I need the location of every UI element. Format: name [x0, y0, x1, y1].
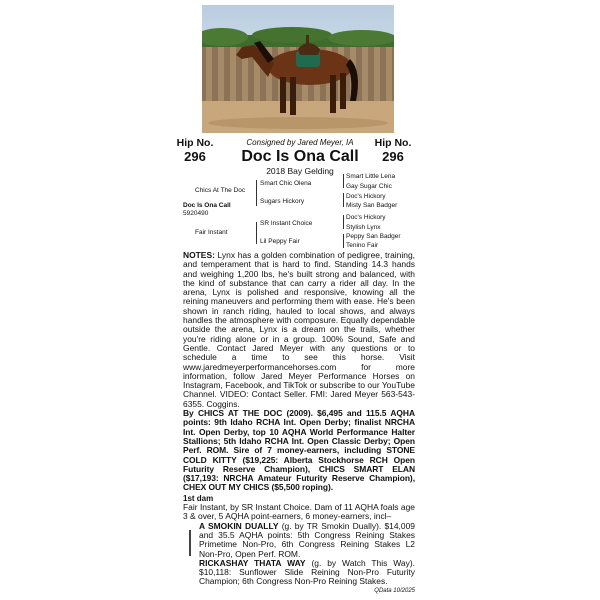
hip-label: Hip No. [176, 137, 214, 149]
pedigree-ggp: Misty San Badger [346, 202, 398, 209]
notes-text: Lynx has a golden combination of pedigree, training, and temperament that is hard to find. Standing 14.3 hands and weighing 1,200 lbs, he's built strong and balanced, with the kind of substance that can carry a rider all day. In the arena, Lynx is polished and responsive, knowing all the reining maneuvers and performing them with ease. He's been shown in ranch riding, hauled to local shows, and always handles the atmosphere with composure. Equally dependable outside the arena, Lynx is a dream on the trails, whether you're riding alone or in a group. 100% Sound, Safe and Gentle. Contact Jared Meyer with any questions or to schedule a time to see this horse. Visit www.jaredmeyerperformancehorses.com for more information, follow Jared Meyer Performance Horses on Instagram, Facebook, and TikTok or subscribe to our YouTube Channel. VIDEO: Contact Seller. FMI: Jared Meyer 563-543-6355. Coggins. [183, 250, 415, 409]
consignor-line: Consigned by Jared Meyer, IA [246, 138, 354, 147]
pedigree-ggp: Doc's Hickory [346, 193, 386, 200]
produce-text: (g. by Watch This Way). $10,118: Sunflower Slide Reining Non-Pro Futurity Champion; 6th Congress Non-Pro Reining Stakes. [199, 557, 415, 587]
produce-record [183, 522, 415, 559]
catalog-body [183, 251, 415, 587]
pedigree-horse: Doc Is Ona Call [183, 202, 231, 209]
pedigree-ggp: Stylish Lynx [346, 224, 381, 231]
pedigree-ggp: Peppy San Badger [346, 233, 401, 240]
horse-name: Doc Is Ona Call [241, 148, 359, 165]
produce-name: RICKASHAY THATA WAY [199, 557, 306, 568]
hip-label: Hip No. [374, 137, 412, 149]
pedigree-brace [343, 174, 344, 188]
pedigree-brace [343, 234, 344, 248]
horse-photo-icon [202, 5, 394, 133]
hip-number-left [170, 137, 220, 164]
notes-label: NOTES: [183, 250, 215, 260]
pedigree-sire: Chics At The Doc [195, 187, 246, 194]
notes-paragraph [183, 251, 415, 409]
pedigree-sire-sire: Smart Chic Olena [260, 180, 312, 187]
pedigree-reg-number: 5920490 [183, 210, 209, 217]
produce-name: A SMOKIN DUALLY [199, 520, 279, 531]
pedigree-ggp: Doc's Hickory [346, 214, 386, 221]
pedigree-brace [256, 180, 257, 206]
pedigree-dam: Fair Instant [195, 229, 228, 236]
pedigree-dam-sire: SR Instant Choice [260, 220, 313, 227]
hip-number: 296 [382, 149, 404, 164]
pedigree-brace [343, 193, 344, 207]
hip-number: 296 [184, 149, 206, 164]
first-dam-text: Fair Instant, by SR Instant Choice. Dam of 11 AQHA foals age 3 & over, 5 AQHA point-earners, 6 money-earners, incl– [183, 502, 415, 522]
horse-photo [202, 5, 394, 133]
pedigree-brace [343, 215, 344, 229]
data-credit: QData 10/2025 [374, 588, 415, 594]
pedigree-ggp: Gay Sugar Chic [346, 183, 392, 190]
pedigree-sire-dam: Sugars Hickory [260, 198, 305, 205]
pedigree-ggp: Smart Little Lena [346, 173, 396, 180]
horse-description: 2018 Bay Gelding [266, 166, 334, 176]
sire-record: By CHICS AT THE DOC (2009). $6,495 and 115.5 AQHA points: 9th Idaho RCHA Int. Open Derby; finalist NRCHA Int. Open Derby, top 10 AQHA World Performance Halter Stallions; 5th Idaho RCHA Int. Open Classic Derby; Open Perf. ROM. Sire of 7 money-earners, including STONE COLD KITTY ($19,225: Alberta Stockhorse RCH Open Futurity Reserve Champion), CHICS SMART ELAN ($17,193: NRCHA Amateur Futurity Reserve Champion), CHEX OUT MY CHICS ($5,500 roping). [183, 408, 415, 493]
pedigree-brace [256, 222, 257, 244]
produce-text: (g. by TR Smokin Dually). $14,009 and 35.5 AQHA points: 5th Congress Reining Stakes Primetime Non-Pro, 6th Congress Reining Stakes L2 Non-Pro, Open Perf. ROM. [199, 520, 415, 559]
pedigree-ggp: Tenino Fair [346, 242, 379, 249]
pedigree-dam-dam: Lil Peppy Fair [260, 238, 300, 245]
produce-record [183, 559, 415, 587]
produce-marker [189, 530, 191, 556]
first-dam-heading: 1st dam [183, 493, 214, 503]
